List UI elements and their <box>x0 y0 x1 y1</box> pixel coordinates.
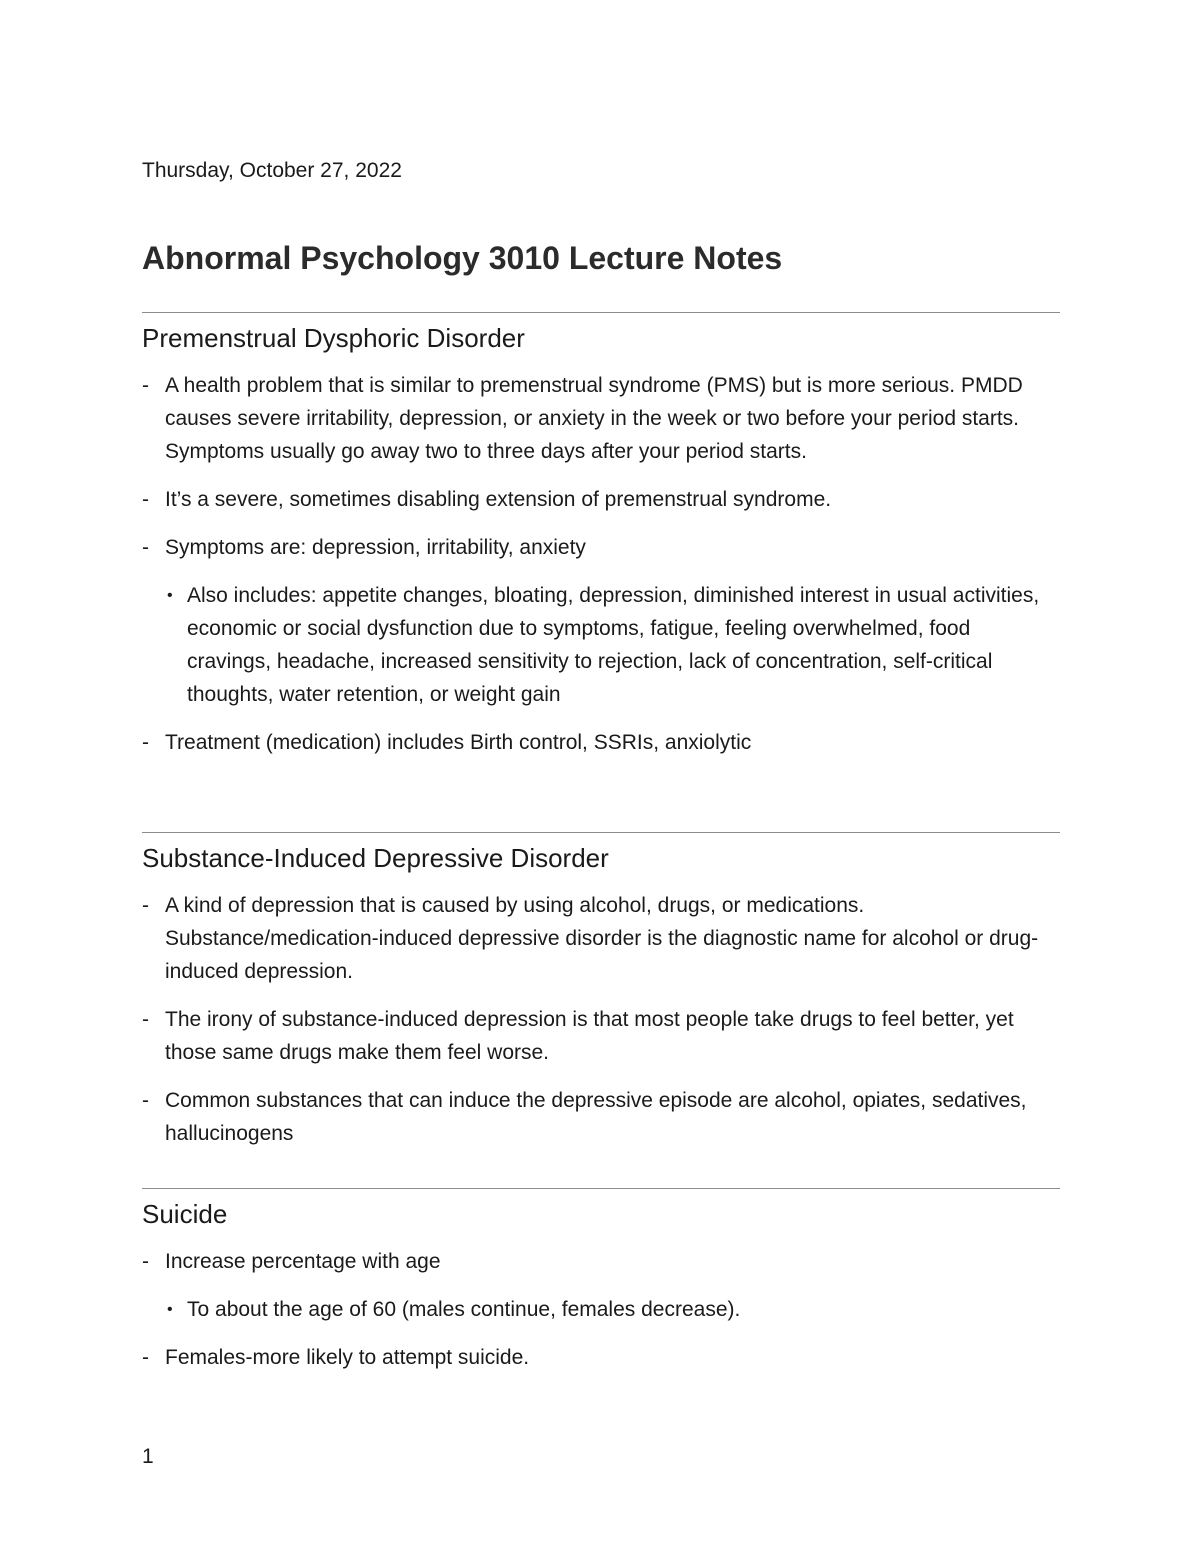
section-heading: Premenstrual Dysphoric Disorder <box>142 323 525 353</box>
list-item <box>142 726 1060 759</box>
dash-bullet: - <box>142 1250 149 1273</box>
document-page <box>142 0 1060 1553</box>
bullet-list <box>142 1245 1060 1374</box>
dot-bullet: • <box>167 587 173 604</box>
document-date: Thursday, October 27, 2022 <box>142 159 402 182</box>
list-item <box>142 1341 1060 1374</box>
list-item-text: A kind of depression that is caused by using alcohol, drugs, or medications. Substance/medication-induced depressive disorder is the diagnostic name for alcohol or drug-induced depression. <box>165 894 1039 983</box>
list-item-text: It’s a severe, sometimes disabling extension of premenstrual syndrome. <box>165 488 832 511</box>
list-item-text: Females-more likely to attempt suicide. <box>165 1346 530 1369</box>
list-item-text: Treatment (medication) includes Birth control, SSRIs, anxiolytic <box>165 731 752 754</box>
list-item <box>142 483 1060 516</box>
list-item <box>142 369 1060 468</box>
dash-bullet: - <box>142 536 149 559</box>
section-substance-induced <box>142 832 1060 1150</box>
list-item <box>142 1084 1060 1150</box>
dot-bullet: • <box>167 1301 173 1318</box>
sub-list-item <box>142 1293 1060 1326</box>
list-item <box>142 889 1060 988</box>
page-number: 1 <box>142 1445 154 1468</box>
sub-list-item-text: Also includes: appetite changes, bloating, depression, diminished interest in usual activities, economic or social dysfunction due to symptoms, fatigue, feeling overwhelmed, food cravings, headache, increased sensitivity to rejection, lack of concentration, self-critical thoughts, water retention, or weight gain <box>187 584 1040 706</box>
list-item-text: Symptoms are: depression, irritability, anxiety <box>165 536 586 559</box>
sub-list-item-text: To about the age of 60 (males continue, females decrease). <box>187 1298 741 1321</box>
dash-bullet: - <box>142 1008 149 1031</box>
dash-bullet: - <box>142 1346 149 1369</box>
section-heading: Suicide <box>142 1199 228 1229</box>
list-item-text: Common substances that can induce the depressive episode are alcohol, opiates, sedatives, hallucinogens <box>165 1089 1027 1145</box>
section-suicide <box>142 1188 1060 1374</box>
list-item-text: A health problem that is similar to premenstrual syndrome (PMS) but is more serious. PMDD causes severe irritability, depression, or anxiety in the week or two before your period starts. Symptoms usually go away two to three days after your period starts. <box>165 374 1023 463</box>
sub-list-item <box>142 579 1060 711</box>
dash-bullet: - <box>142 731 149 754</box>
list-item-text: Increase percentage with age <box>165 1250 441 1273</box>
list-item <box>142 1245 1060 1278</box>
section-pmdd <box>142 312 1060 759</box>
dash-bullet: - <box>142 1089 149 1112</box>
list-item-text: The irony of substance-induced depression is that most people take drugs to feel better, yet those same drugs make them feel worse. <box>165 1008 1014 1064</box>
page-title: Abnormal Psychology 3010 Lecture Notes <box>142 240 783 276</box>
dash-bullet: - <box>142 488 149 511</box>
bullet-list <box>142 369 1060 759</box>
dash-bullet: - <box>142 894 149 917</box>
list-item <box>142 1003 1060 1069</box>
bullet-list <box>142 889 1060 1150</box>
dash-bullet: - <box>142 374 149 397</box>
list-item <box>142 531 1060 564</box>
section-heading: Substance-Induced Depressive Disorder <box>142 843 609 873</box>
